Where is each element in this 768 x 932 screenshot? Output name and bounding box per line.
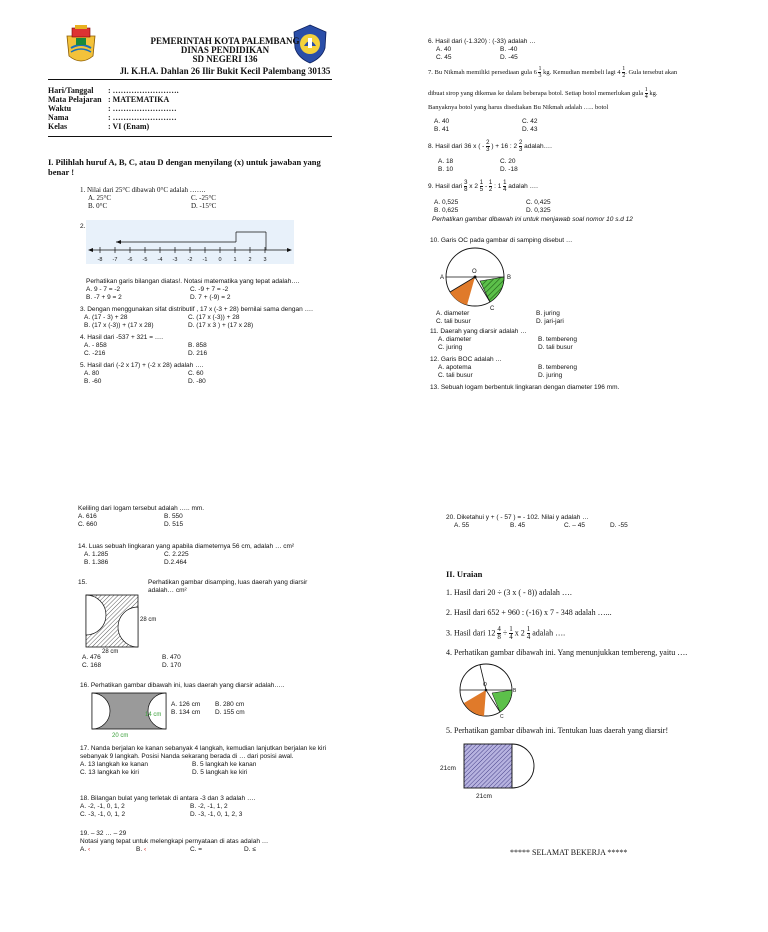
identity-label: Mata Pelajaran — [48, 95, 102, 104]
numerator: 1 — [538, 66, 542, 72]
option-c[interactable]: C. 60 — [188, 370, 204, 377]
denominator: 3 — [486, 147, 490, 153]
q7-part: . Gula tersebut akan — [625, 68, 678, 76]
option-row — [171, 701, 245, 709]
option-c[interactable]: C. 45 — [436, 54, 452, 61]
essay-circle-figure — [456, 658, 522, 720]
number-line-tick-label: -4 — [157, 257, 163, 263]
option-a[interactable]: A. diameter — [438, 336, 472, 343]
fraction — [489, 180, 492, 193]
denominator: 3 — [538, 73, 542, 79]
number-line-tick-label: 3 — [263, 257, 267, 263]
option-b[interactable]: B. -7 + 9 = 2 — [86, 294, 122, 301]
essay-question-5: 5. Perhatikan gambar dibawah ini. Tentukan luas daerah yang diarsir! — [446, 726, 669, 735]
dim-side-label: 28 cm — [140, 617, 157, 623]
option-d[interactable]: D. 515 — [164, 521, 184, 528]
option-b-symbol: ‹ — [143, 846, 147, 853]
essay-question-3 — [446, 626, 565, 641]
option-c[interactable]: C. – 45 — [564, 522, 585, 529]
header-line-3: SD NEGERI 136 — [192, 54, 258, 64]
question-text: 5. Hasil dari (-2 x 17) + (-2 x 28) adalah …. — [80, 362, 204, 369]
denominator: 8 — [464, 187, 468, 193]
essay-question-1: 1. Hasil dari 20 ÷ (3 x ( - 8)) adalah …. — [446, 588, 572, 597]
option-row — [80, 761, 326, 769]
denominator: 4 — [644, 94, 648, 100]
option-b[interactable]: B. -60 — [84, 378, 102, 385]
question-text: 14. Luas sebuah lingkaran yang apabila diameternya 56 cm, adalah … cm² — [78, 543, 295, 550]
question-text: 6. Hasil dari (-1.320) : (-33) adalah … — [428, 38, 536, 45]
number-line-tick-label: -3 — [172, 257, 178, 263]
identity-label: Kelas — [48, 122, 68, 131]
number-line-tick-label: -5 — [142, 257, 148, 263]
identity-row — [48, 104, 332, 113]
option-a[interactable]: A. 55 — [454, 522, 470, 529]
question-2-number: 2. — [80, 223, 86, 230]
question-text: 12. Garis BOC adalah … — [430, 356, 502, 363]
identity-block — [48, 86, 332, 131]
dim-bottom-label: 20 cm — [112, 733, 129, 739]
fraction — [497, 626, 501, 641]
option-a[interactable]: A. 80 — [84, 370, 100, 377]
identity-value: : ……………………. — [108, 86, 179, 95]
fraction — [486, 140, 489, 153]
option-a[interactable] — [80, 846, 136, 854]
numerator: 1 — [644, 87, 648, 93]
question-text: Perhatikan gambar disamping, luas daerah yang diarsir — [148, 579, 308, 586]
question-text: Perhatikan garis bilangan diatas!. Notasi matematika yang tepat adalah…. — [86, 278, 300, 285]
option-row — [430, 344, 577, 352]
option-c[interactable]: C. 13 langkah ke kiri — [80, 769, 139, 776]
section1-title — [48, 157, 321, 177]
option-c[interactable]: C. -216 — [84, 350, 106, 357]
question-text: Keliling dari logam tersebut adalah ….. mm. — [78, 505, 205, 512]
option-row — [446, 522, 628, 530]
option-a[interactable]: A. 18 — [438, 158, 454, 165]
question-4 — [80, 334, 207, 358]
option-row — [86, 286, 300, 294]
question-16-text: 16. Perhatikan gambar dibawah ini, luas daerah yang diarsir adalah….. — [80, 682, 285, 689]
point-c-label: C — [490, 306, 495, 312]
option-row — [80, 314, 313, 322]
option-a[interactable]: A. diameter — [436, 310, 470, 317]
option-c[interactable]: C. 42 — [522, 118, 538, 125]
point-c-label: C — [500, 714, 504, 720]
option-a[interactable]: A. 126 cm — [171, 701, 201, 708]
option-row — [436, 310, 564, 318]
question-text: 4. Hasil dari -537 + 321 = …. — [80, 334, 164, 341]
numerator: 2 — [518, 140, 523, 146]
question-text: sebanyak 9 langkah. Posisi Nanda sekarang berada di … dari posisi awal. — [80, 753, 294, 760]
option-b-alt[interactable]: B. 134 cm — [171, 709, 201, 716]
question-text: 18. Bilangan bulat yang terletak di antara -3 dan 3 adalah …. — [80, 795, 256, 802]
question-text: 3. Dengan menggunakan sifat distributif , 17 x (-3 + 28) bernilai sama dengan …. — [80, 306, 313, 313]
question-text: 17. Nanda berjalan ke kanan sebanyak 4 langkah, kemudian lanjutkan berjalan ke kiri — [80, 745, 327, 752]
numerator: 4 — [497, 625, 501, 633]
option-c[interactable]: C. 168 — [82, 662, 102, 669]
denominator: 2 — [488, 187, 493, 193]
option-c[interactable]: C. 0,425 — [526, 199, 551, 206]
option-d[interactable]: D. (17 x 3 ) + (17 x 28) — [188, 322, 254, 329]
option-row — [438, 166, 518, 174]
section1-title-line: I. Pilihlah huruf A, B, C, atau D dengan menyilang (x) untuk jawaban yang — [48, 157, 321, 167]
option-c[interactable]: C. tali busur — [436, 318, 471, 325]
option-row — [434, 199, 551, 207]
identity-row — [48, 95, 332, 104]
circle-figure — [430, 246, 520, 312]
option-row — [82, 662, 181, 670]
point-o-label: O — [472, 269, 477, 275]
option-d[interactable]: D. -45 — [500, 54, 518, 61]
option-b[interactable]: B. 0,625 — [434, 207, 459, 214]
number-line-tick-label: -2 — [187, 257, 193, 263]
question-text: 11. Daerah yang diarsir adalah … — [430, 328, 527, 335]
option-b[interactable]: B. -2, -1, 1, 2 — [190, 803, 228, 810]
point-b-label: B — [507, 275, 512, 281]
option-d[interactable]: D. 216 — [188, 350, 208, 357]
option-b[interactable]: B. 858 — [188, 342, 207, 349]
option-c[interactable]: C. -25°C — [191, 194, 216, 202]
q9-part: x 2 — [469, 183, 478, 191]
option-row — [430, 336, 577, 344]
option-a[interactable]: A. 9 - 7 = -2 — [86, 286, 121, 293]
option-a[interactable]: A. 0,525 — [434, 199, 459, 206]
option-d[interactable]: D. -55 — [610, 522, 628, 529]
option-c[interactable]: C. (17 x (-3)) + 28 — [188, 314, 240, 321]
option-c[interactable]: C. tali busur — [438, 372, 473, 379]
option-d[interactable]: D. 5 langkah ke kiri — [192, 769, 248, 776]
identity-value: : …………………… — [108, 104, 177, 113]
option-b[interactable]: B. 45 — [510, 522, 526, 529]
header-line-2: DINAS PENDIDIKAN — [180, 45, 270, 55]
q8-part: ) + 16 : 2 — [491, 143, 518, 151]
option-d[interactable]: D. -3, -1, 0, 1, 2, 3 — [190, 811, 243, 818]
number-line-tick-label: 1 — [233, 257, 237, 263]
option-row — [434, 118, 538, 126]
option-row — [434, 207, 551, 215]
option-row — [78, 559, 294, 567]
option-d[interactable]: D. 155 cm — [215, 709, 245, 716]
numerator: 1 — [526, 625, 531, 633]
option-d[interactable]: D.2.464 — [164, 559, 187, 566]
option-row — [438, 158, 518, 166]
question-18 — [80, 795, 255, 819]
dim-side-label: 14 cm — [145, 712, 162, 718]
denominator: 2 — [622, 73, 626, 79]
q8-part: 8. Hasil dari 36 x ( - — [428, 143, 485, 151]
question-7 — [428, 66, 677, 112]
option-c[interactable]: C. 20 — [500, 158, 516, 165]
option-row — [80, 846, 268, 854]
essay-3-part: adalah …. — [532, 628, 566, 638]
option-row — [80, 811, 255, 819]
question-13-text: 13. Sebuah logam berbentuk lingkaran dengan diameter 196 mm. — [430, 384, 620, 391]
fraction — [538, 66, 541, 79]
question-5 — [80, 362, 206, 386]
option-d[interactable]: D. 170 — [162, 662, 182, 669]
question-text — [428, 180, 538, 193]
header-line-1: PEMERINTAH KOTA PALEMBANG — [150, 36, 300, 46]
option-a[interactable]: A. apotema — [438, 364, 472, 371]
option-d[interactable]: D. 43 — [522, 126, 538, 133]
identity-value: : VI (Enam) — [108, 122, 150, 131]
fraction — [509, 626, 513, 641]
header-divider — [48, 79, 332, 80]
option-row — [80, 350, 207, 358]
identity-label: Hari/Tanggal — [48, 86, 94, 95]
q9-part: : 1 — [494, 183, 502, 191]
option-row — [78, 513, 204, 521]
question-10-options — [436, 310, 564, 326]
option-b[interactable]: B. -40 — [500, 46, 518, 53]
denominator: 8 — [497, 633, 501, 641]
option-row — [436, 318, 564, 326]
point-o-label: O — [483, 682, 487, 688]
option-a[interactable]: A. 476 — [82, 654, 101, 661]
numerator: 1 — [622, 66, 626, 72]
essay-question-4: 4. Perhatikan gambar dibawah ini. Yang menunjukkan tembereng, yaitu …. — [446, 648, 688, 657]
denominator: 4 — [503, 187, 507, 193]
question-text: Notasi yang tepat untuk melengkapi pernyataan di atas adalah … — [80, 838, 269, 845]
option-row — [428, 46, 536, 54]
option-row — [80, 370, 206, 378]
q7-part: dibuat sirop yang dikemas ke dalam beberapa botol. Setiap botol memerlukan gula — [428, 89, 644, 97]
q7-part: 7. Bu Nikmah memiliki persediaan gula 6 — [428, 68, 537, 76]
option-b[interactable]: B. 550 — [164, 513, 183, 520]
option-row — [171, 709, 245, 717]
option-row — [78, 521, 204, 529]
option-c[interactable]: C. = — [190, 846, 203, 853]
numerator: 3 — [464, 180, 468, 186]
numerator: 1 — [503, 180, 507, 186]
identity-row — [48, 122, 332, 131]
identity-row — [48, 86, 332, 95]
option-c[interactable]: C. -9 + 7 = -2 — [190, 286, 229, 293]
option-b[interactable]: B. 470 — [162, 654, 181, 661]
option-b[interactable] — [136, 846, 190, 854]
question-1 — [80, 186, 216, 210]
option-row — [80, 322, 313, 330]
fraction — [527, 626, 531, 641]
identity-row — [48, 113, 332, 122]
q9-part: adalah …. — [508, 183, 538, 191]
option-row — [430, 372, 577, 380]
dim-bottom-label: 21cm — [476, 793, 492, 800]
option-b[interactable]: B. 10 — [438, 166, 454, 173]
q9-part: - — [484, 183, 488, 191]
question-15-options — [82, 654, 181, 670]
option-row — [78, 551, 294, 559]
denominator: 3 — [518, 147, 523, 153]
option-b[interactable]: B. 1.386 — [84, 559, 109, 566]
q7-part: kg. — [649, 89, 658, 97]
option-d[interactable]: D. -80 — [188, 378, 206, 385]
numerator: 1 — [488, 180, 493, 186]
question-13-continued — [78, 505, 204, 529]
denominator: 5 — [479, 187, 484, 193]
option-row — [82, 654, 181, 662]
essay-3-part: x 2 — [514, 628, 525, 638]
question-3 — [80, 306, 313, 330]
option-b[interactable]: B. 0°C — [88, 202, 108, 210]
option-d[interactable]: D. jari-jari — [536, 318, 564, 325]
question-text: Banyaknya botol yang harus disediakan Bu Nikmah adalah ….. botol — [428, 104, 609, 111]
option-a-symbol: ‹ — [87, 846, 91, 853]
numerator: 2 — [486, 140, 490, 146]
denominator: 4 — [526, 633, 531, 641]
option-a-letter: A. — [80, 846, 87, 853]
square-figure — [82, 593, 157, 655]
fraction — [519, 140, 522, 153]
denominator: 4 — [509, 633, 513, 641]
number-line-tick-label: -6 — [127, 257, 133, 263]
identity-label: Nama — [48, 113, 69, 122]
option-a[interactable]: A. 1.285 — [84, 551, 109, 558]
dim-bottom-label: 28 cm — [102, 649, 119, 655]
option-b-letter: B. — [136, 846, 143, 853]
option-a[interactable]: A. - 858 — [84, 342, 107, 349]
numerator: 1 — [509, 625, 513, 633]
number-line-tick-label: 2 — [248, 257, 252, 263]
option-row — [80, 194, 216, 202]
question-9-options — [434, 199, 551, 215]
option-row — [80, 769, 326, 777]
option-row — [86, 294, 300, 302]
header-line-4: Jl. K.H.A. Dahlan 26 Ilir Bukit Kecil Palembang 30135 — [119, 66, 331, 76]
option-b[interactable]: B. 5 langkah ke kanan — [192, 761, 257, 768]
option-a[interactable]: A. 13 langkah ke kanan — [80, 761, 148, 768]
option-row — [80, 342, 207, 350]
option-row — [80, 803, 255, 811]
fraction — [480, 180, 483, 193]
question-text: 19. – 32 … – 29 — [80, 830, 127, 837]
option-row — [80, 378, 206, 386]
option-row — [80, 202, 216, 210]
question-text — [428, 140, 552, 153]
q9-part: 9. Hasil dari — [428, 183, 463, 191]
question-19 — [80, 830, 268, 854]
question-text: 20. Diketahui y + ( - 57 ) = - 102. Nilai y adalah … — [446, 514, 589, 521]
question-text: 1. Nilai dari 25°C dibawah 0°C adalah ……. — [80, 186, 206, 194]
question-7-options — [434, 118, 538, 134]
number-line-figure — [86, 220, 294, 264]
option-c[interactable]: C. 660 — [78, 521, 98, 528]
option-a[interactable]: A. 25°C — [88, 194, 112, 202]
numerator: 1 — [479, 180, 484, 186]
question-text — [428, 66, 677, 79]
q7-part: kg. Kemudian membeli lagi 4 — [543, 68, 621, 76]
number-line-tick-label: 0 — [218, 257, 222, 263]
question-14 — [78, 543, 294, 567]
number-line-tick-label: -8 — [97, 257, 103, 263]
point-b-label: B — [513, 688, 517, 694]
fraction — [645, 87, 648, 100]
option-b[interactable]: B. 41 — [434, 126, 450, 133]
number-line-tick-label: -7 — [112, 257, 118, 263]
section1-title-line: benar ! — [48, 167, 75, 177]
option-a[interactable]: A. 40 — [436, 46, 452, 53]
identity-value: : MATEMATIKA — [108, 95, 170, 104]
option-row — [430, 364, 577, 372]
dim-side-label: 21cm — [440, 765, 456, 772]
question-8 — [428, 140, 552, 153]
fraction — [503, 180, 506, 193]
option-a[interactable]: A. 40 — [434, 118, 450, 125]
option-d[interactable]: D. -15°C — [191, 202, 217, 210]
question-9 — [428, 180, 538, 193]
essay-3-part: 3. Hasil dari 12 — [446, 628, 496, 638]
option-row — [428, 54, 536, 62]
closing-text: ***** SELAMAT BEKERJA ***** — [510, 848, 628, 857]
identity-divider — [48, 136, 332, 137]
option-a[interactable]: A. (17 - 3) + 28 — [84, 314, 128, 321]
option-b[interactable]: B. juring — [536, 310, 560, 317]
option-a[interactable]: A. 616 — [78, 513, 97, 520]
question-15-text — [148, 579, 307, 595]
instruction-note: Perhatikan gambar dibawah ini untuk menjawab soal nomor 10 s.d 12 — [432, 216, 633, 223]
question-15-number: 15. — [78, 579, 88, 586]
essay-shape-figure — [440, 738, 550, 802]
point-a-label: A — [440, 275, 445, 281]
question-text — [428, 87, 677, 100]
essay-question-2: 2. Hasil dari 652 + 960 : (-16) x 7 - 348 adalah …... — [446, 608, 612, 617]
option-a[interactable]: A. -2, -1, 0, 1, 2 — [80, 803, 125, 810]
question-2 — [86, 278, 300, 302]
section2-title: II. Uraian — [446, 569, 483, 579]
question-8-options — [438, 158, 518, 174]
number-line-tick-label: -1 — [202, 257, 208, 263]
option-c[interactable]: C. 2.225 — [164, 551, 189, 558]
option-d[interactable]: D. -18 — [500, 166, 518, 173]
rectangle-figure — [88, 690, 172, 738]
option-b[interactable]: B. tembereng — [538, 336, 578, 343]
option-d[interactable]: D. 7 + (-9) = 2 — [190, 294, 231, 301]
option-c[interactable]: C. -3, -1, 0, 1, 2 — [80, 811, 126, 818]
option-d[interactable]: D. juring — [538, 372, 563, 379]
option-c[interactable]: C. juring — [438, 344, 463, 351]
essay-3-part: ÷ — [502, 628, 508, 638]
identity-value: : …………………… — [108, 113, 177, 122]
question-text: adalah… cm² — [148, 587, 187, 594]
option-row — [434, 126, 538, 134]
city-logo — [64, 24, 98, 66]
option-b[interactable]: B. 280 cm — [215, 701, 245, 708]
question-12 — [430, 356, 577, 380]
option-d[interactable]: D. ≤ — [244, 846, 256, 853]
question-11 — [430, 328, 577, 352]
option-b[interactable]: B. tembereng — [538, 364, 578, 371]
question-16-options — [171, 701, 245, 717]
question-17 — [80, 745, 326, 777]
question-20 — [446, 514, 628, 530]
option-d[interactable]: D. tali busur — [538, 344, 573, 351]
option-b[interactable]: B. (17 x (-3)) + (17 x 28) — [84, 322, 154, 329]
q8-part: adalah…. — [524, 143, 552, 151]
fraction — [464, 180, 467, 193]
option-d[interactable]: D. 0,325 — [526, 207, 551, 214]
identity-label: Waktu — [48, 104, 72, 113]
question-10-text: 10. Garis OC pada gambar di samping disebut … — [430, 237, 573, 244]
question-6 — [428, 38, 536, 62]
